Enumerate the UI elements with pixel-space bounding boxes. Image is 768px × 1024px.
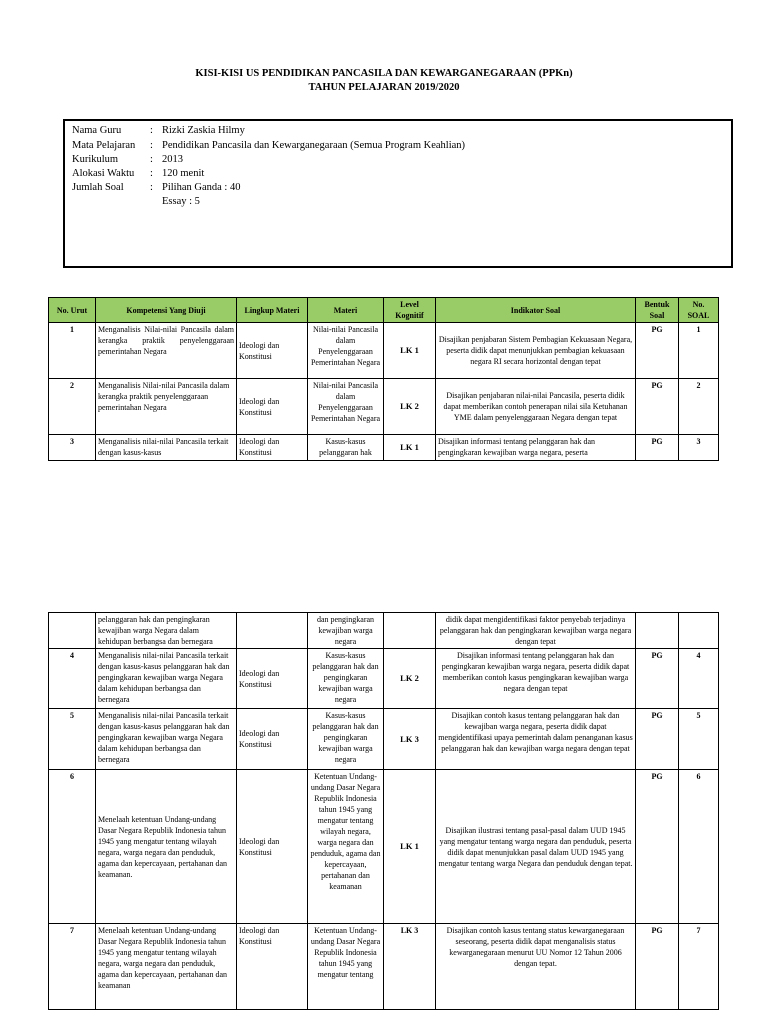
cell-no: 5 [49, 709, 96, 770]
table-row [49, 379, 719, 435]
cell-indikator: Disajikan informasi tentang pelanggaran hak dan pengingkaran kewajiban warga negara, peserta didik dapat memberikan contoh kasus pengingkaran kewajiban warga negara dengan tepat [436, 649, 636, 709]
table-row-continuation [49, 613, 719, 649]
cell-kompetensi: pelanggaran hak dan pengingkaran kewajiban warga Negara dalam kehidupan berbangsa dan bernegara [96, 613, 237, 649]
cell-level: LK 1 [384, 323, 436, 379]
info-colon: : [150, 125, 153, 136]
table-row [49, 770, 719, 924]
cell-kompetensi: Menganalisis nilai-nilai Pancasila terkait dengan kasus-kasus pelanggaran hak dan pengingkaran kewajiban warga Negara dalam kehidupan berbangsa dan bernegara [96, 709, 237, 770]
cell-kompetensi: Menganalisis nilai-nilai Pancasila terkait dengan kasus-kasus pelanggaran hak dan pengingkaran kewajiban warga Negara dalam kehidupan berbangsa dan bernegara [96, 649, 237, 709]
cell-materi: Ketentuan Undang-undang Dasar Negara Republik Indonesia tahun 1945 yang mengatur tentang [308, 924, 384, 1010]
table-row [49, 435, 719, 461]
cell-bentuk: PG [636, 379, 679, 435]
table-row [49, 924, 719, 1010]
table-row [49, 323, 719, 379]
cell-lingkup: Ideologi dan Konstitusi [237, 709, 308, 770]
info-value: 120 menit [162, 168, 205, 179]
cell-kompetensi: Menganalisis Nilai-nilai Pancasila dalam kerangka praktik penyelenggaraan pemerintahan Negara [96, 379, 237, 435]
cell-no-soal: 7 [679, 924, 719, 1010]
cell-bentuk: PG [636, 709, 679, 770]
info-nama-guru [72, 124, 245, 138]
info-label: Mata Pelajaran [72, 140, 136, 151]
info-label: Kurikulum [72, 154, 119, 165]
cell-no: 4 [49, 649, 96, 709]
header-kompetensi: Kompetensi Yang Diuji [96, 298, 237, 323]
cell-level: LK 1 [384, 435, 436, 461]
info-essay [72, 195, 200, 209]
cell-bentuk: PG [636, 323, 679, 379]
cell-no: 2 [49, 379, 96, 435]
cell-no: 7 [49, 924, 96, 1010]
cell-indikator: Disajikan contoh kasus tentang status kewarganegaraan seseorang, peserta didik dapat menganalisis status kewarganegaraan menurut UU Nomor 12 Tahun 2006 dengan tepat. [436, 924, 636, 1010]
info-label: Nama Guru [72, 125, 122, 136]
cell-level: LK 3 [384, 709, 436, 770]
cell-indikator: Disajikan penjabaran nilai-nilai Pancasila, peserta didik dapat memberikan contoh penerapan nilai sila Ketuhanan YME dalam penyelenggaraan Negara dengan tepat [436, 379, 636, 435]
cell-materi: Ketentuan Undang-undang Dasar Negara Republik Indonesia tahun 1945 yang mengatur tentang wilayah negara, warga negara dan penduduk, agama dan kepercayaan, pertahanan dan keamanan [308, 770, 384, 924]
cell-materi: dan pengingkaran kewajiban warga negara [308, 613, 384, 649]
cell-lingkup: Ideologi dan Konstitusi [237, 649, 308, 709]
info-value: Pendidikan Pancasila dan Kewarganegaraan (Semua Program Keahlian) [162, 140, 466, 151]
cell-kompetensi: Menganalisis Nilai-nilai Pancasila dalam kerangka praktik penyelenggaraan pemerintahan Negara [96, 323, 237, 379]
info-colon: : [150, 168, 153, 179]
header-materi: Materi [308, 298, 384, 323]
header-level: Level Kognitif [384, 298, 436, 323]
teacher-info-box [63, 119, 733, 268]
info-colon: : [150, 182, 153, 193]
info-colon: : [150, 140, 153, 151]
cell-materi: Nilai-nilai Pancasila dalam Penyelenggaraan Pemerintahan Negara [308, 379, 384, 435]
cell-lingkup: Ideologi dan Konstitusi [237, 770, 308, 924]
cell-no-soal: 5 [679, 709, 719, 770]
cell-bentuk: PG [636, 649, 679, 709]
cell-no-soal: 1 [679, 323, 719, 379]
info-jumlah-soal [72, 181, 240, 195]
cell-level: LK 2 [384, 649, 436, 709]
header-indikator: Indikator Soal [436, 298, 636, 323]
info-label: Jumlah Soal [72, 182, 124, 193]
cell-no: 6 [49, 770, 96, 924]
info-value: Essay : 5 [162, 196, 200, 207]
cell-materi: Nilai-nilai Pancasila dalam Penyelenggaraan Pemerintahan Negara [308, 323, 384, 379]
cell-indikator: Disajikan penjabaran Sistem Pembagian Kekuasaan Negara, peserta didik dapat menunjukkan pembagian kekuasaan negara RI secara horizontal dengan tepat [436, 323, 636, 379]
cell-no-soal: 4 [679, 649, 719, 709]
cell-materi: Kasus-kasus pelanggaran hak [308, 435, 384, 461]
info-label: Alokasi Waktu [72, 168, 135, 179]
cell-lingkup: Ideologi dan Konstitusi [237, 379, 308, 435]
kisi-kisi-table-page2 [48, 612, 719, 1010]
info-value: 2013 [162, 154, 183, 165]
cell-lingkup: Ideologi dan Konstitusi [237, 924, 308, 1010]
cell-no: 3 [49, 435, 96, 461]
info-value: Rizki Zaskia Hilmy [162, 125, 245, 136]
cell-level: LK 2 [384, 379, 436, 435]
info-alokasi-waktu [72, 167, 204, 181]
table-row [49, 709, 719, 770]
header-no-urut: No. Urut [49, 298, 96, 323]
cell-lingkup: Ideologi dan Konstitusi [237, 323, 308, 379]
cell-bentuk: PG [636, 924, 679, 1010]
document-title: KISI-KISI US PENDIDIKAN PANCASILA DAN KEWARGANEGARAAN (PPKn) [195, 68, 573, 79]
header-lingkup: Lingkup Materi [237, 298, 308, 323]
cell-kompetensi: Menelaah ketentuan Undang-undang Dasar Negara Republik Indonesia tahun 1945 yang mengatur tentang wilayah negara, warga negara dan penduduk, agama dan kepercayaan, pertahanan dan keamanan [96, 924, 237, 1010]
cell-bentuk: PG [636, 770, 679, 924]
table-header-row [49, 298, 719, 323]
cell-no-soal: 6 [679, 770, 719, 924]
cell-kompetensi: Menganalisis nilai-nilai Pancasila terkait dengan kasus-kasus [96, 435, 237, 461]
cell-no: 1 [49, 323, 96, 379]
cell-level: LK 1 [384, 770, 436, 924]
document-subtitle: TAHUN PELAJARAN 2019/2020 [308, 82, 460, 93]
header-bentuk: Bentuk Soal [636, 298, 679, 323]
cell-lingkup: Ideologi dan Konstitusi [237, 435, 308, 461]
table-row [49, 649, 719, 709]
info-colon: : [150, 154, 153, 165]
info-value: Pilihan Ganda : 40 [162, 182, 241, 193]
header-no-soal: No. SOAL [679, 298, 719, 323]
cell-indikator: Disajikan contoh kasus tentang pelanggaran hak dan kewajiban warga negara, peserta didik dapat mengidentifikasi upaya pemerintah dalam penanganan kasus pelanggaran hak dan kewajiban warga negara dengan tepat [436, 709, 636, 770]
cell-indikator: Disajikan ilustrasi tentang pasal-pasal dalam UUD 1945 yang mengatur tentang warga negara dan penduduk, peserta didik dapat menunjukkan pasal dalam UUD 1945 yang mengatur tentang warga Negara dan penduduk dengan tepat. [436, 770, 636, 924]
cell-no-soal: 3 [679, 435, 719, 461]
cell-materi: Kasus-kasus pelanggaran hak dan pengingkaran kewajiban warga negara [308, 709, 384, 770]
cell-indikator: Disajikan informasi tentang pelanggaran hak dan pengingkaran kewajiban warga negara, peserta [436, 435, 636, 461]
cell-indikator: didik dapat mengidentifikasi faktor penyebab terjadinya pelanggaran hak dan pengingkaran kewajiban warga negara dengan tepat [436, 613, 636, 649]
info-mata-pelajaran [72, 139, 465, 153]
kisi-kisi-table-page1 [48, 297, 719, 461]
cell-kompetensi: Menelaah ketentuan Undang-undang Dasar Negara Republik Indonesia tahun 1945 yang mengatur tentang wilayah negara, warga negara dan penduduk, agama dan kepercayaan, pertahanan dan keamanan. [96, 770, 237, 924]
cell-materi: Kasus-kasus pelanggaran hak dan pengingkaran kewajiban warga negara [308, 649, 384, 709]
cell-no-soal: 2 [679, 379, 719, 435]
info-kurikulum [72, 153, 183, 167]
cell-level: LK 3 [384, 924, 436, 1010]
cell-bentuk: PG [636, 435, 679, 461]
